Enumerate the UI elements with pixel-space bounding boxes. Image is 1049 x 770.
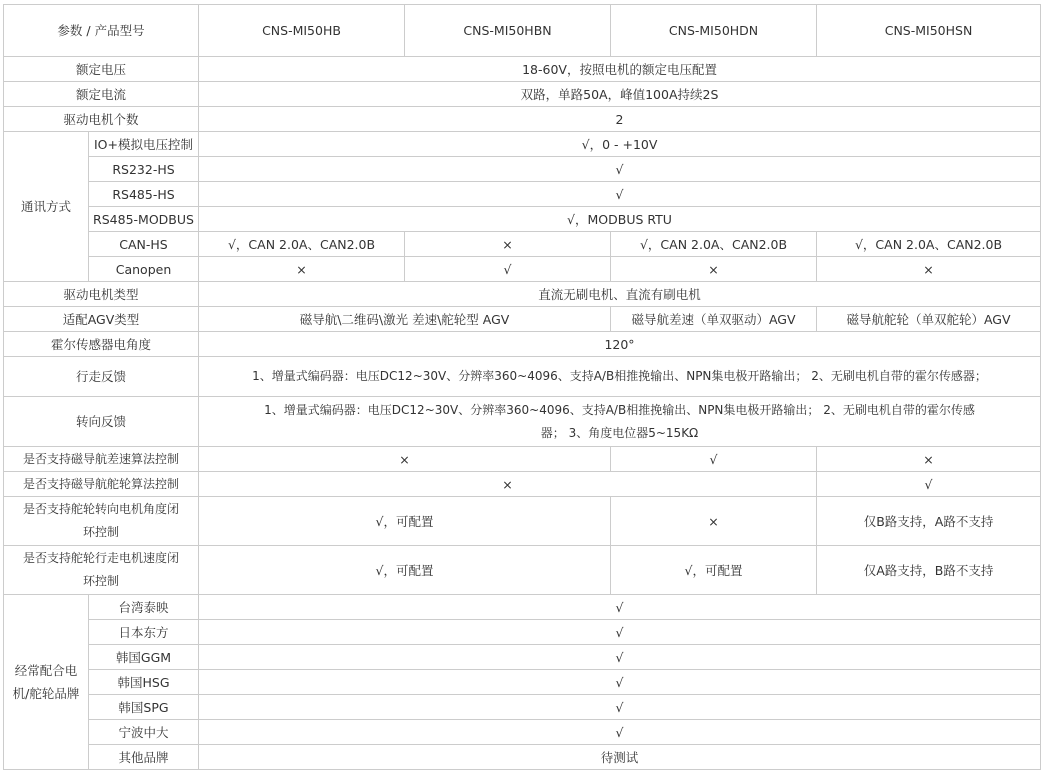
cell-value: √，可配置 — [611, 546, 817, 595]
brand-value: 待测试 — [199, 745, 1041, 770]
brand-row — [4, 620, 1041, 645]
cell-value: × — [611, 497, 817, 546]
row-label-line2: 环控制 — [83, 574, 120, 588]
brand-row — [4, 595, 1041, 620]
cell-value: × — [199, 257, 405, 282]
cell-value: √ — [611, 447, 817, 472]
comm-canopen-row — [4, 257, 1041, 282]
brand-value: √ — [199, 645, 1041, 670]
brand-value: √ — [199, 595, 1041, 620]
cell-value: √，CAN 2.0A、CAN2.0B — [199, 232, 405, 257]
cell-value: √，可配置 — [199, 497, 611, 546]
rated-current-row — [4, 82, 1041, 107]
row-label: 是否支持磁导航舵轮算法控制 — [4, 472, 199, 497]
brand-row — [4, 670, 1041, 695]
sub-label: RS485-HS — [89, 182, 199, 207]
comm-can-row — [4, 232, 1041, 257]
row-label-line2: 环控制 — [83, 525, 120, 539]
diff-algo-row — [4, 447, 1041, 472]
row-value: 双路，单路50A，峰值100A持续2S — [199, 82, 1041, 107]
row-label: 转向反馈 — [4, 397, 199, 447]
agv-type-row — [4, 307, 1041, 332]
steer-feedback-line1: 1、增量式编码器：电压DC12~30V、分辨率360~4096、支持A/B相推挽输出、NPN集电极开路输出； 2、无刷电机自带的霍尔传感 — [264, 402, 975, 417]
sub-label: RS232-HS — [89, 157, 199, 182]
cell-value: 磁导航\二维码\激光 差速\舵轮型 AGV — [199, 307, 611, 332]
brand-value: √ — [199, 720, 1041, 745]
cell-value: × — [199, 447, 611, 472]
motor-type-row — [4, 282, 1041, 307]
brand-name: 其他品牌 — [89, 745, 199, 770]
cell-value: × — [817, 257, 1041, 282]
comm-group-label: 通讯方式 — [4, 132, 89, 282]
row-label — [4, 497, 199, 546]
travel-speed-loop-row — [4, 546, 1041, 595]
sub-label: RS485-MODBUS — [89, 207, 199, 232]
model-cns-mi50hsn: CNS-MI50HSN — [817, 5, 1041, 57]
row-value: 直流无刷电机、直流有刷电机 — [199, 282, 1041, 307]
row-label: 适配AGV类型 — [4, 307, 199, 332]
brand-name: 宁波中大 — [89, 720, 199, 745]
steer-feedback-line2: 器； 3、角度电位器5~15KΩ — [540, 425, 699, 440]
row-label: 驱动电机个数 — [4, 107, 199, 132]
model-cns-mi50hb: CNS-MI50HB — [199, 5, 405, 57]
row-value: √，0 - +10V — [199, 132, 1041, 157]
brand-row — [4, 645, 1041, 670]
sub-label: IO+模拟电压控制 — [89, 132, 199, 157]
sub-label: CAN-HS — [89, 232, 199, 257]
comm-rs485-row — [4, 182, 1041, 207]
cell-value: √ — [405, 257, 611, 282]
brand-name: 韩国GGM — [89, 645, 199, 670]
cell-value: √ — [817, 472, 1041, 497]
cell-value: 仅A路支持，B路不支持 — [817, 546, 1041, 595]
cell-value: √，可配置 — [199, 546, 611, 595]
motor-count-row — [4, 107, 1041, 132]
brand-name: 台湾泰映 — [89, 595, 199, 620]
spec-table — [3, 4, 1041, 770]
row-label: 行走反馈 — [4, 357, 199, 397]
cell-value: × — [611, 257, 817, 282]
brand-name: 韩国HSG — [89, 670, 199, 695]
cell-value: 仅B路支持，A路不支持 — [817, 497, 1041, 546]
row-value: √，MODBUS RTU — [199, 207, 1041, 232]
row-label: 额定电流 — [4, 82, 199, 107]
row-value: √ — [199, 157, 1041, 182]
brand-row — [4, 720, 1041, 745]
brand-name: 韩国SPG — [89, 695, 199, 720]
comm-modbus-row — [4, 207, 1041, 232]
steer-angle-loop-row — [4, 497, 1041, 546]
model-cns-mi50hbn: CNS-MI50HBN — [405, 5, 611, 57]
cell-value: × — [199, 472, 817, 497]
rated-voltage-row — [4, 57, 1041, 82]
travel-feedback-row — [4, 357, 1041, 397]
steer-algo-row — [4, 472, 1041, 497]
row-value: 120° — [199, 332, 1041, 357]
row-label: 驱动电机类型 — [4, 282, 199, 307]
cell-value: 磁导航舵轮（单双舵轮）AGV — [817, 307, 1041, 332]
cell-value: √，CAN 2.0A、CAN2.0B — [611, 232, 817, 257]
brand-value: √ — [199, 670, 1041, 695]
row-value: 1、增量式编码器：电压DC12~30V、分辨率360~4096、支持A/B相推挽输出、NPN集电极开路输出； 2、无刷电机自带的霍尔传感器； — [199, 357, 1041, 397]
comm-io-row — [4, 132, 1041, 157]
model-cns-mi50hdn: CNS-MI50HDN — [611, 5, 817, 57]
comm-rs232-row — [4, 157, 1041, 182]
brand-value: √ — [199, 695, 1041, 720]
row-label: 是否支持磁导航差速算法控制 — [4, 447, 199, 472]
brand-row — [4, 745, 1041, 770]
row-value: 18-60V，按照电机的额定电压配置 — [199, 57, 1041, 82]
cell-value: 磁导航差速（单双驱动）AGV — [611, 307, 817, 332]
sub-label: Canopen — [89, 257, 199, 282]
row-label: 额定电压 — [4, 57, 199, 82]
cell-value: × — [405, 232, 611, 257]
header-row — [4, 5, 1041, 57]
row-label-line1: 是否支持舵轮转向电机角度闭 — [23, 502, 180, 516]
header-label: 参数 / 产品型号 — [4, 5, 199, 57]
brand-group-label — [4, 595, 89, 770]
row-value: √ — [199, 182, 1041, 207]
row-label: 霍尔传感器电角度 — [4, 332, 199, 357]
cell-value: × — [817, 447, 1041, 472]
row-label-line1: 是否支持舵轮行走电机速度闭 — [23, 551, 180, 565]
brand-row — [4, 695, 1041, 720]
brand-name: 日本东方 — [89, 620, 199, 645]
hall-angle-row — [4, 332, 1041, 357]
row-label — [4, 546, 199, 595]
row-value — [199, 397, 1041, 447]
brand-group-label-line1: 经常配合电 — [14, 663, 78, 678]
steer-feedback-row — [4, 397, 1041, 447]
brand-group-label-line2: 机/舵轮品牌 — [12, 686, 80, 701]
cell-value: √，CAN 2.0A、CAN2.0B — [817, 232, 1041, 257]
brand-value: √ — [199, 620, 1041, 645]
row-value: 2 — [199, 107, 1041, 132]
